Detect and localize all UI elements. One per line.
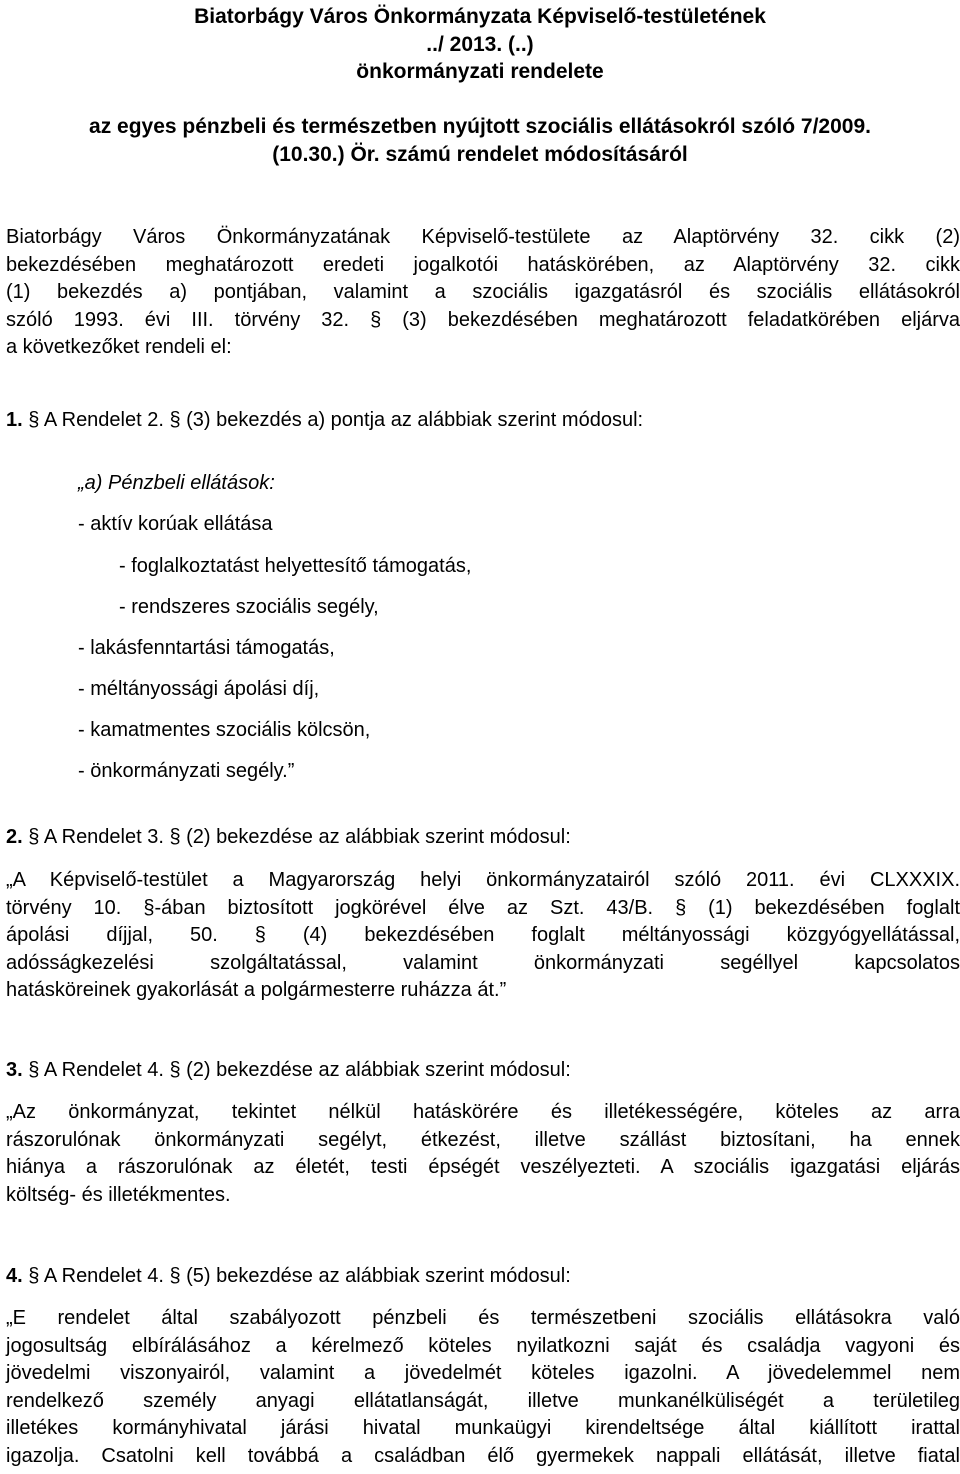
section-2-head-text: § A Rendelet 3. § (2) bekezdése az alábbiak szerint módosul: <box>28 826 571 848</box>
title-line-4: az egyes pénzbeli és természetben nyújtott szociális ellátásokról szóló 7/2009. <box>89 115 871 138</box>
title-line-3: önkormányzati rendelete <box>356 60 604 83</box>
list-item: - önkormányzati segély.” <box>78 760 295 782</box>
section-3-body <box>6 1099 960 1209</box>
section-3-head-text: § A Rendelet 4. § (2) bekezdése az alábbiak szerint módosul: <box>28 1059 571 1081</box>
list-item: - kamatmentes szociális kölcsön, <box>78 719 371 741</box>
body-line: jogosultság elbírálásához a kérelmező köteles nyilatkozni saját és családja vagyoni és <box>6 1334 960 1357</box>
preamble-line: bekezdésében meghatározott eredeti jogalkotói hatáskörében, az Alaptörvény 32. cikk <box>6 253 960 276</box>
section-4-heading <box>6 1263 571 1291</box>
list-item: - rendszeres szociális segély, <box>119 596 379 618</box>
body-line: törvény 10. §-ában biztosított jogkörével élve az Szt. 43/B. § (1) bekezdésében foglalt <box>6 896 960 919</box>
title-line-5: (10.30.) Ör. számú rendelet módosításáról <box>272 142 688 166</box>
preamble-line: szóló 1993. évi III. törvény 32. § (3) bekezdésében meghatározott feladatkörében eljárva <box>6 308 960 331</box>
body-line: hiánya a rászorulónak az életét, testi épségét veszélyezteti. A szociális igazgatási eljárás <box>6 1156 960 1178</box>
body-line: „Az önkormányzat, tekintet nélkül hatáskörére és illetékességére, köteles az arra <box>6 1101 960 1123</box>
section-1-heading <box>6 407 643 435</box>
section-2-body <box>6 867 960 1005</box>
section-2-number: 2. <box>6 826 23 848</box>
body-line: rászorulónak önkormányzati segélyt, étkezést, illetve szállást biztosítani, ha ennek <box>6 1128 960 1151</box>
section-2-heading <box>6 824 571 852</box>
section-4-head-text: § A Rendelet 4. § (5) bekezdése az alábbiak szerint módosul: <box>28 1265 571 1287</box>
body-line: ápolási díjjal, 50. § (4) bekezdésében foglalt méltányossági közgyógyellátással, <box>6 924 960 946</box>
list-item: - lakásfenntartási támogatás, <box>78 637 335 659</box>
section-3-heading <box>6 1057 571 1085</box>
body-line: igazolja. Csatolni kell továbbá a családban élő gyermekek nappali ellátását, illetve fiatal <box>6 1444 960 1467</box>
body-line: jövedelmi viszonyairól, valamint a jövedelmét köteles igazolni. A jövedelemmel nem <box>6 1362 960 1384</box>
body-line: költség- és illetékmentes. <box>6 1183 231 1206</box>
body-line: „A Képviselő-testület a Magyarország helyi önkormányzatairól szóló 2011. évi CLXXXIX. <box>6 869 960 891</box>
body-line: adósságkezelési szolgáltatással, valamint önkormányzati segéllyel kapcsolatos <box>6 951 960 974</box>
list-item: - méltányossági ápolási díj, <box>78 678 320 700</box>
section-1-head-text: § A Rendelet 2. § (3) bekezdés a) pontja az alábbiak szerint módosul: <box>28 409 644 431</box>
preamble-line: Biatorbágy Város Önkormányzatának Képviselő-testülete az Alaptörvény 32. cikk (2) <box>6 226 960 248</box>
section-4-number: 4. <box>6 1265 23 1287</box>
body-line: hatásköreinek gyakorlását a polgármesterre ruházza át.” <box>6 979 507 1001</box>
section-1-intro <box>78 470 275 498</box>
body-line: rendelkező személy anyagi ellátatlanságát, illetve munkanélküliségét a területileg <box>6 1389 960 1412</box>
section-3-number: 3. <box>6 1059 23 1081</box>
preamble-line: a következőket rendeli el: <box>6 336 232 358</box>
section-1-number: 1. <box>6 409 23 431</box>
preamble-line: (1) bekezdés a) pontjában, valamint a szociális igazgatásról és szociális ellátásokról <box>6 281 960 303</box>
document-title <box>0 3 960 168</box>
list-item: - foglalkoztatást helyettesítő támogatás, <box>119 555 472 577</box>
section-4-body <box>6 1305 960 1470</box>
preamble <box>6 224 960 362</box>
list-item: - aktív korúak ellátása <box>78 513 273 535</box>
title-line-2: ../ 2013. (..) <box>426 32 534 56</box>
body-line: illetékes kormányhivatal járási hivatal munkaügyi kirendeltsége által kiállított irattal <box>6 1417 960 1439</box>
title-line-1: Biatorbágy Város Önkormányzata Képviselő-testületének <box>194 5 766 28</box>
section-1-intro-text: „a) Pénzbeli ellátások: <box>78 472 275 494</box>
body-line: „E rendelet által szabályozott pénzbeli és természetbeni szociális ellátásokra való <box>6 1307 960 1329</box>
